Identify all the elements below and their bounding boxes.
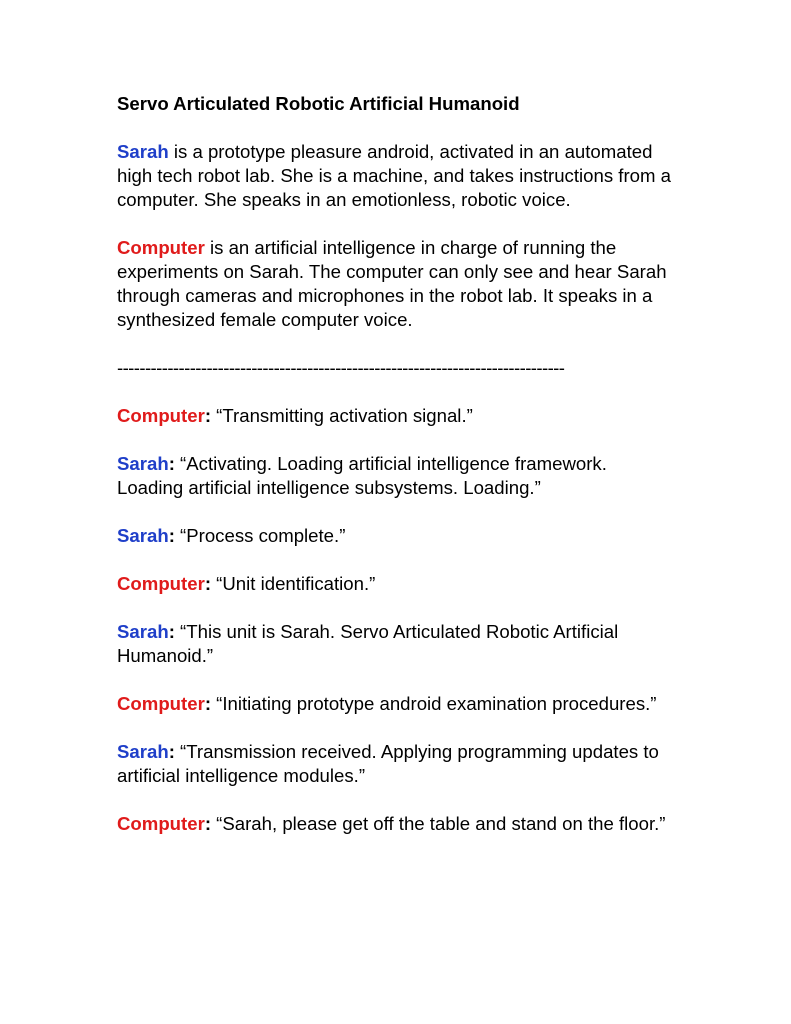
speaker-name: Sarah <box>117 621 169 642</box>
speaker-name: Computer <box>117 573 205 594</box>
dialogue-line <box>117 404 677 428</box>
speaker-name: Sarah <box>117 525 169 546</box>
speaker-name: Computer <box>117 405 205 426</box>
dialogue-script <box>117 404 677 836</box>
dialogue-text: “Process complete.” <box>174 525 346 546</box>
dialogue-line <box>117 452 677 500</box>
speaker-name: Sarah <box>117 741 169 762</box>
spacer <box>117 380 677 404</box>
character-description <box>117 236 677 332</box>
spacer <box>117 212 677 236</box>
dialogue-text: “Activating. Loading artificial intelligence framework. Loading artificial intelligence subsystems. Loading.” <box>117 453 607 498</box>
description-text: is a prototype pleasure android, activated in an automated high tech robot lab. She is a machine, and takes instructions from a computer. She speaks in an emotionless, robotic voice. <box>117 141 671 210</box>
dialogue-text: “Transmitting activation signal.” <box>211 405 473 426</box>
dialogue-text: “Initiating prototype android examination procedures.” <box>211 693 657 714</box>
dialogue-line <box>117 692 677 716</box>
dialogue-line <box>117 620 677 668</box>
spacer <box>117 668 677 692</box>
dialogue-text: “This unit is Sarah. Servo Articulated Robotic Artificial Humanoid.” <box>117 621 619 666</box>
document-title: Servo Articulated Robotic Artificial Humanoid <box>117 93 520 114</box>
dialogue-text: “Unit identification.” <box>211 573 376 594</box>
speaker-colon: : <box>168 453 175 474</box>
character-descriptions <box>117 140 677 356</box>
character-name: Computer <box>117 237 205 258</box>
spacer <box>117 596 677 620</box>
section-divider: -------------------------------------------------------------------------------- <box>117 357 565 378</box>
dialogue-line <box>117 740 677 788</box>
speaker-colon: : <box>204 405 212 426</box>
dialogue-line <box>117 812 677 836</box>
speaker-colon: : <box>168 621 175 642</box>
description-text: is an artificial intelligence in charge of running the experiments on Sarah. The computer can only see and hear Sarah through cameras and microphones in the robot lab. It speaks in a synthesized female computer voice. <box>117 237 667 330</box>
speaker-colon: : <box>168 741 175 762</box>
document-page <box>117 92 677 836</box>
spacer <box>117 788 677 812</box>
spacer <box>117 116 677 140</box>
dialogue-text: “Transmission received. Applying programming updates to artificial intelligence modules.” <box>117 741 659 786</box>
spacer <box>117 428 677 452</box>
speaker-colon: : <box>168 525 175 546</box>
speaker-colon: : <box>204 693 212 714</box>
speaker-colon: : <box>204 813 212 834</box>
dialogue-text: “Sarah, please get off the table and stand on the floor.” <box>211 813 666 834</box>
dialogue-line <box>117 572 677 596</box>
character-name: Sarah <box>117 141 169 162</box>
speaker-name: Computer <box>117 813 205 834</box>
spacer <box>117 332 677 356</box>
speaker-colon: : <box>204 573 212 594</box>
character-description <box>117 140 677 212</box>
spacer <box>117 500 677 524</box>
speaker-name: Sarah <box>117 453 169 474</box>
spacer <box>117 716 677 740</box>
speaker-name: Computer <box>117 693 205 714</box>
dialogue-line <box>117 524 677 548</box>
spacer <box>117 548 677 572</box>
